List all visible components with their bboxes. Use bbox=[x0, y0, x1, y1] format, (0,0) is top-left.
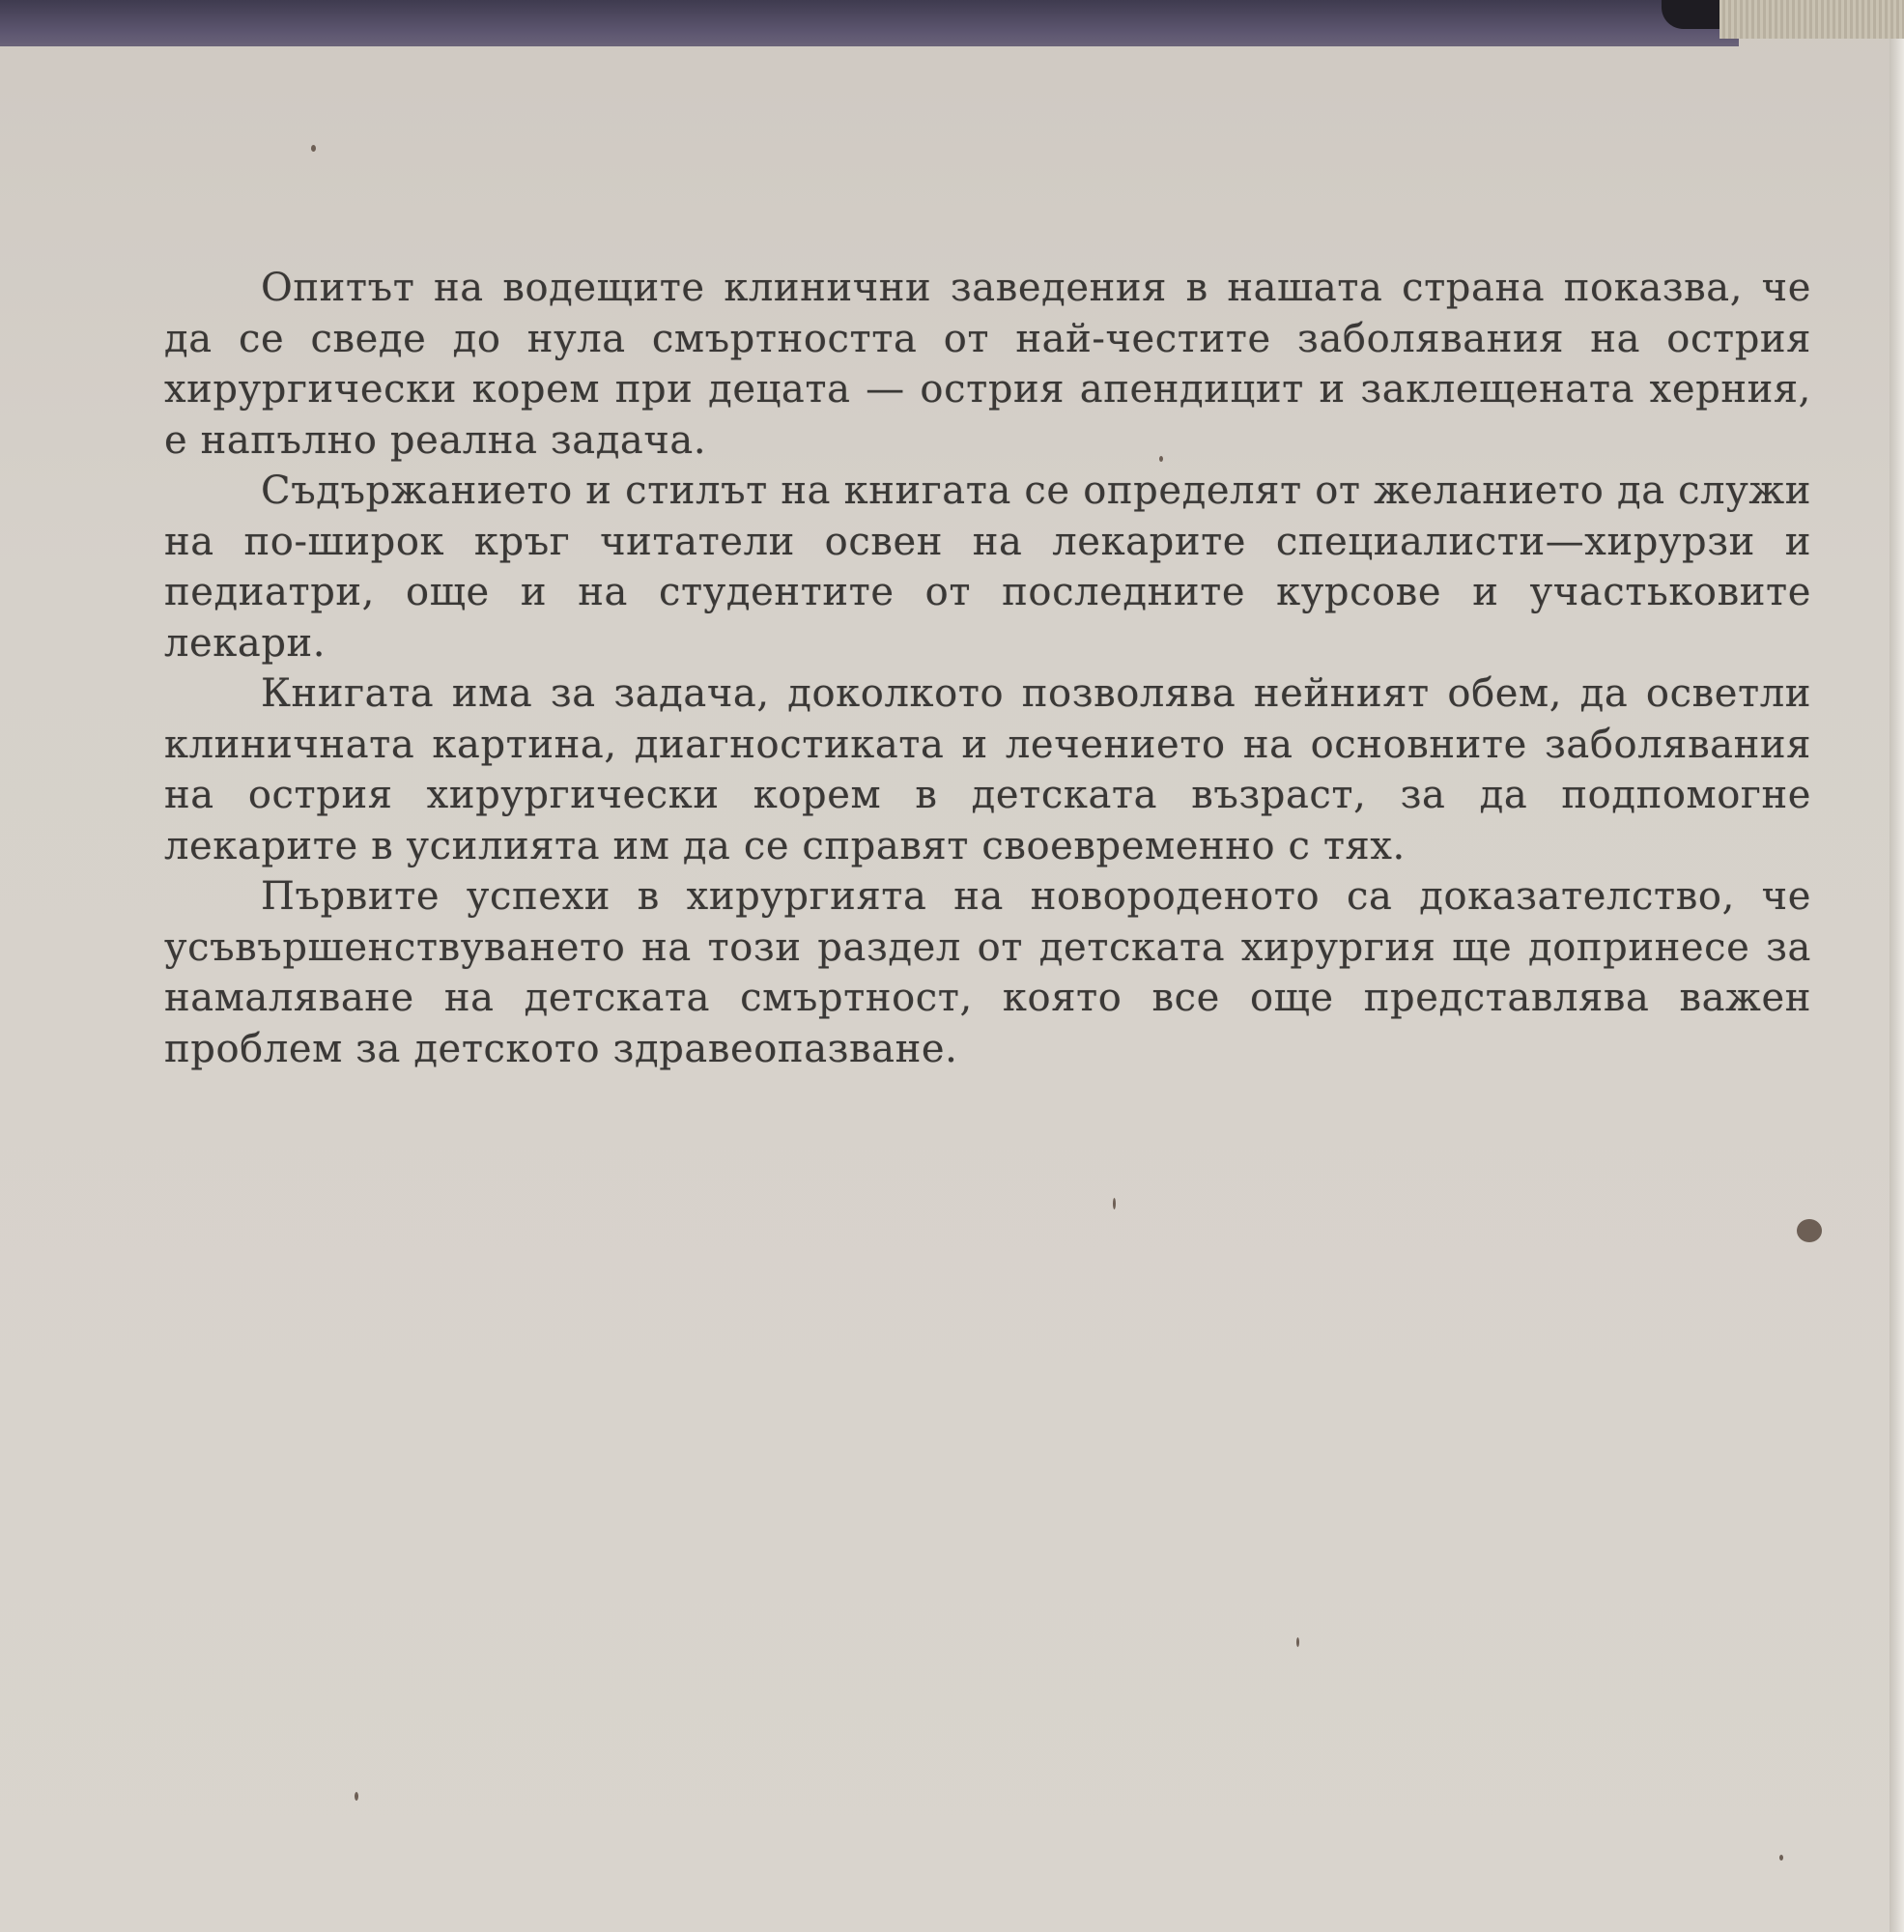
annotation-text bbox=[164, 263, 1811, 1074]
paragraph-3: Книгата има за задача, доколкото позволява нейният обем, да осветли клиничната картина, диагностиката и лечението на основните заболявания на острия хирургически корем в детската възраст, за да подпомогне лекарите в усилията им да се справят своевременно с тях. bbox=[164, 671, 1811, 868]
paper-speck bbox=[1779, 1855, 1783, 1861]
paper-stain bbox=[1797, 1219, 1822, 1242]
paragraph-1: Опитът на водещите клинични заведения в нашата страна показва, че да се сведе до нула смъртността от най-честите заболявания на острия хирургически корем при децата — острия апендицит и заклещената херния, е напълно реална задача. bbox=[164, 266, 1811, 463]
book-cover-edge bbox=[0, 0, 1739, 46]
paragraph-4: Първите успехи в хирургията на новороденото са доказателство, че усъвършенствуването на този раздел от детската хирургия ще допринесе за намаляване на детската смъртност, която все още представлява важен проблем за детското здравеопазване. bbox=[164, 874, 1811, 1071]
paper-speck bbox=[1296, 1637, 1299, 1647]
paragraph-2: Съдържанието и стилът на книгата се определят от желанието да служи на по-широк кръг читатели освен на лекарите специалисти—хирурзи и педиатри, още и на студентите от последните курсове и участьковите лекари. bbox=[164, 469, 1811, 666]
paper-speck bbox=[1113, 1198, 1116, 1209]
cloth-binding-edge bbox=[1719, 0, 1904, 39]
paper-speck bbox=[311, 145, 316, 152]
page-edge bbox=[1890, 39, 1904, 1932]
paper-speck bbox=[1159, 456, 1163, 462]
paper-speck bbox=[355, 1792, 358, 1801]
